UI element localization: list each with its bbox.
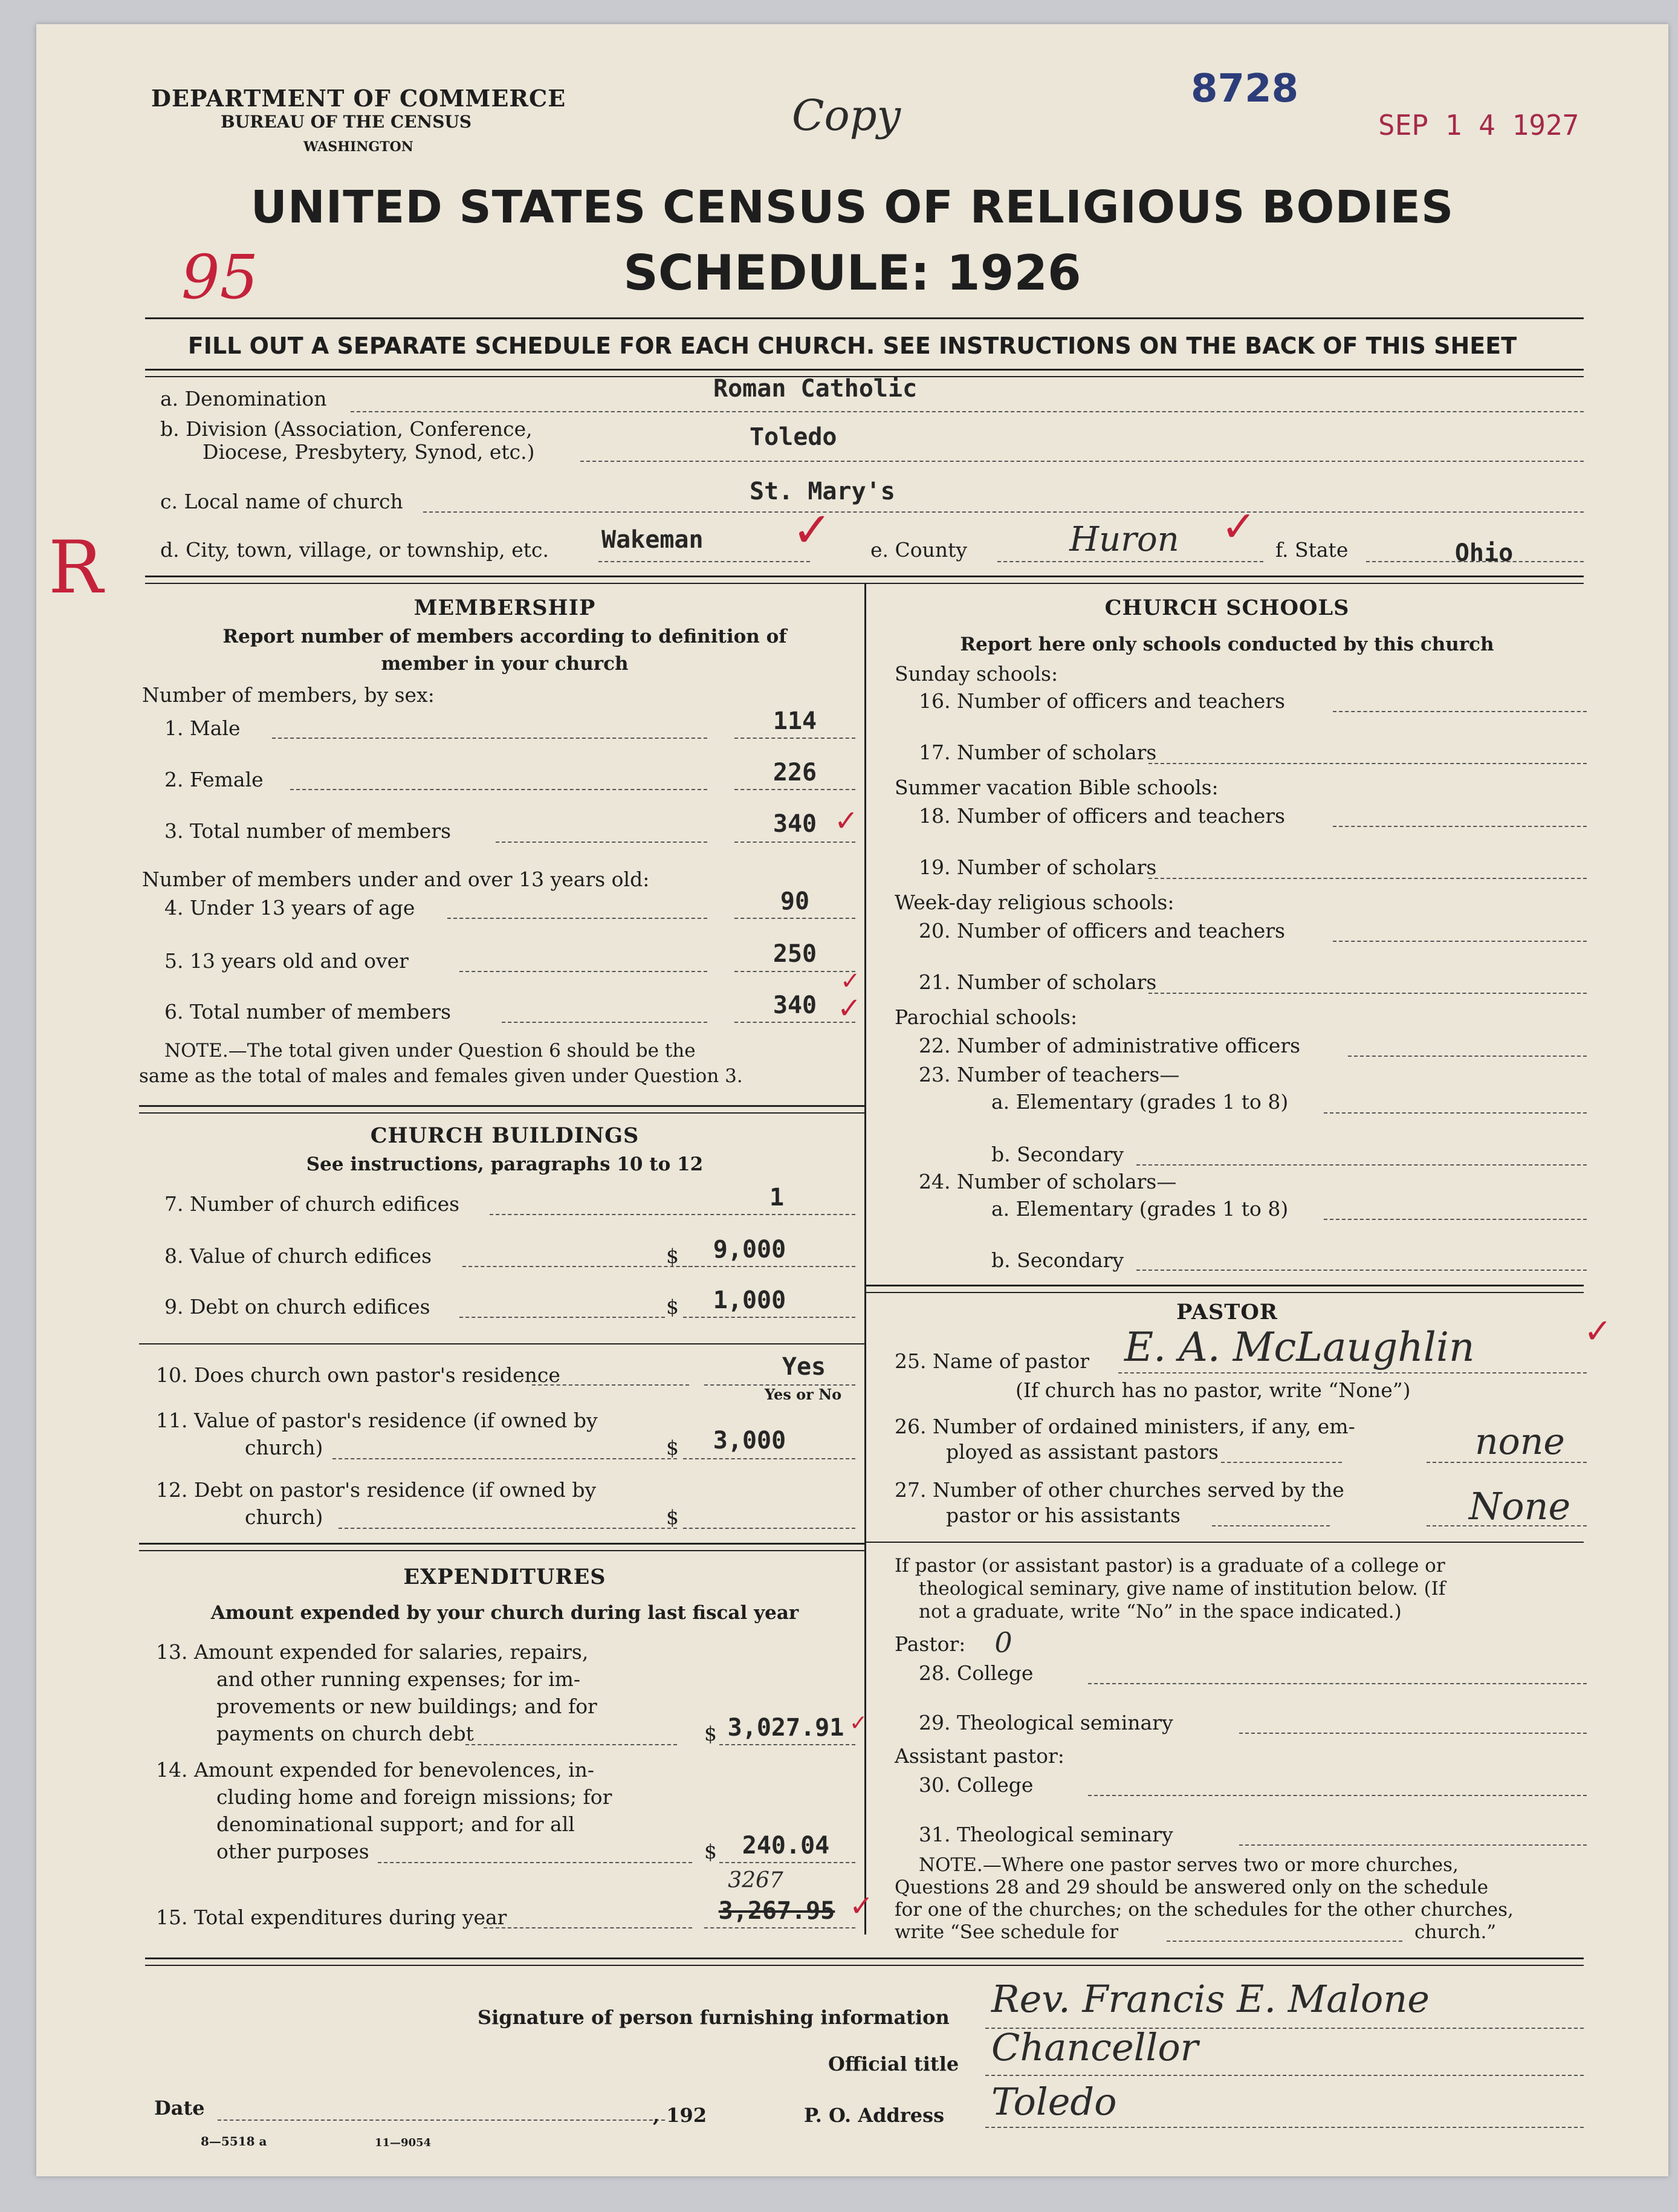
pastor-note-3: for one of the churches; on the schedules for the other churches, <box>895 1899 1514 1921</box>
edifices-count-label: 7. Number of church edifices <box>164 1192 460 1216</box>
q18-label: 18. Number of officers and teachers <box>919 804 1285 828</box>
copy-annotation: Copy <box>792 91 901 140</box>
q19-label: 19. Number of scholars <box>919 855 1157 879</box>
city-heading: WASHINGTON <box>303 139 413 155</box>
division-value: Toledo <box>750 423 837 451</box>
q14-amount: 240.04 <box>742 1832 830 1860</box>
male-count: 114 <box>773 707 817 735</box>
pastor-note-1: NOTE.—Where one pastor serves two or more churches, <box>919 1854 1459 1876</box>
signature-label: Signature of person furnishing information <box>478 2006 950 2029</box>
q24-label: 24. Number of scholars— <box>919 1170 1177 1193</box>
date-stamp: SEP 1 4 1927 <box>1378 109 1579 141</box>
female-count: 226 <box>773 759 817 787</box>
q15-correction: 3267 <box>728 1868 783 1893</box>
pastor-note-4a: write “See schedule for <box>895 1921 1119 1943</box>
summer-schools-label: Summer vacation Bible schools: <box>895 776 1219 799</box>
q23-label: 23. Number of teachers— <box>919 1063 1180 1086</box>
assistant-graduate-label: Assistant pastor: <box>895 1744 1064 1768</box>
sunday-schools-label: Sunday schools: <box>895 662 1058 686</box>
membership-note-1: NOTE.—The total given under Question 6 should be the <box>164 1040 696 1062</box>
q23b-label: b. Secondary <box>991 1143 1124 1166</box>
denomination-value: Roman Catholic <box>713 375 918 403</box>
state-value: Ohio <box>1454 539 1514 567</box>
pastor-name-label: 25. Name of pastor <box>895 1349 1090 1373</box>
fill-out-instruction: FILL OUT A SEPARATE SCHEDULE FOR EACH CHURCH. SEE INSTRUCTIONS ON THE BACK OF THIS SHEET <box>187 332 1517 359</box>
pastor-note-2: Questions 28 and 29 should be answered only on the schedule <box>895 1876 1489 1898</box>
serial-number: 8728 <box>1191 66 1299 111</box>
residence-value-label-2: church) <box>245 1436 323 1459</box>
q15-label: 15. Total expenditures during year <box>156 1905 507 1929</box>
under-13-count: 90 <box>780 887 810 915</box>
pastor-note-4b: church.” <box>1414 1921 1497 1943</box>
edifices-value: 9,000 <box>713 1236 786 1263</box>
residence-value-label-1: 11. Value of pastor's residence (if owned by <box>156 1409 598 1432</box>
q31-label: 31. Theological seminary <box>919 1823 1173 1846</box>
assistant-ministers-value: none <box>1475 1421 1565 1463</box>
city-label: d. City, town, village, or township, etc. <box>160 538 549 562</box>
female-label: 2. Female <box>164 768 264 791</box>
other-churches-label-2: pastor or his assistants <box>946 1503 1181 1527</box>
expenditures-heading: EXPENDITURES <box>403 1565 606 1589</box>
q22-label: 22. Number of administrative officers <box>919 1034 1301 1057</box>
state-label: f. State <box>1275 538 1349 562</box>
owns-residence-label: 10. Does church own pastor's residence <box>156 1363 560 1387</box>
membership-subheading-1: Report number of members according to definition of <box>222 626 787 647</box>
total-members-q3: 340 <box>773 810 817 838</box>
over-13-label: 5. 13 years old and over <box>164 949 409 973</box>
edifices-debt: 1,000 <box>713 1286 786 1314</box>
pastor-name-value: E. A. McLaughlin <box>1124 1324 1475 1370</box>
buildings-subheading: See instructions, paragraphs 10 to 12 <box>306 1153 704 1175</box>
schools-heading: CHURCH SCHOOLS <box>1104 595 1350 620</box>
total-members-q6: 340 <box>773 991 817 1019</box>
q21-label: 21. Number of scholars <box>919 970 1157 994</box>
residence-debt-label-2: church) <box>245 1505 323 1529</box>
q15-amount: 3,267.95 <box>718 1897 835 1925</box>
membership-note-2: same as the total of males and females given under Question 3. <box>139 1065 743 1087</box>
weekday-schools-label: Week-day religious schools: <box>895 890 1174 914</box>
assistant-ministers-label-1: 26. Number of ordained ministers, if any, em- <box>895 1415 1355 1438</box>
local-name-label: c. Local name of church <box>160 490 403 513</box>
census-schedule-sheet: DEPARTMENT OF COMMERCE BUREAU OF THE CENSUS WASHINGTON Copy 8728 SEP 1 4 1927 95 R UNITED STATES CENSUS OF RELIGIOUS BODIES SCHEDULE: 1926 FILL OUT A SEPARATE SCHEDULE FOR EACH CHURCH. SEE INSTRUCTIONS ON THE BACK OF THIS SHEET a. Denomination Roman Catholic b. Division (Association, Conference, Diocese, Presbytery, Synod, etc.) Toledo c. Local name of church St. Mary's d. City, town, village, or township, etc. Wakeman ✓ e. County Huron ✓ f. State Ohio MEMBERSHIP Report number of members according to definition of member in your church Number of members, by sex: 1. Male 114 2. Female 226 3. Total number of members 340 ✓ Number of members under and over 13 years old: 4. Under 13 years of age 90 5. 13 years old and over 250 6. Total number of members 340 ✓ ✓ NOTE.—The total given under Question 6 should be the same as the total of males and females given under Question 3. CHURCH BUILDINGS See instructions, paragraphs 10 to 12 7. Number of church edifices 1 8. Value of church edifices $ 9,000 9. Debt on church edifices $ 1,000 10. Does church own pastor's residence Yes Yes or No 11. Value of pastor's residence (if owned by church) $ 3,000 12. Debt on pastor's residence (if owned by church) $ EXPENDITURES Amount expended by your church during last fiscal year 13. Amount expended for salaries, repairs, and other running expenses; for im- provements or new buildings; and for payments on church debt $ 3,027.91 ✓ 14. Amount expended for benevolences, in- cluding home and foreign missions; for denominational support; and for all other purposes $ 240.04 3267 15. Total expenditures during year 3,267.95 ✓ CHURCH SCHOOLS Report here only schools conducted by this church Sunday schools: 16. Number of officers and teachers 17. Number of scholars Summer vacation Bible schools: 18. Number of officers and teachers 19. Number of scholars Week-day religious schools: 20. Number of officers and teachers 21. Number of scholars Parochial schools: 22. Number of administrative officers 23. Number of teachers— a. Elementary (grades 1 to 8) b. Secondary 24. Number of scholars— a. Elementary (grades 1 to 8) b. Secondary PASTOR ✓ 25. Name of pastor E. A. McLaughlin (If church has no pastor, write “None”) 26. Number of ordained ministers, if any, em- ployed as assistant pastors none 27. Number of other churches served by the pastor or his assistants None If pastor (or assistant pastor) is a graduate of a college or theological seminary, give name of institution below. (If not a graduate, write “No” in the space indicated.) Pastor: 0 28. College 29. Theological seminary Assistant pastor: 30. College 31. Theological seminary NOTE.—Where one pastor serves two or more churches, Questions 28 and 29 should be answered only on the schedule for one of the churches; on the schedules for the other churches, write “See schedule for church.” Signature of person furnishing information Rev. Francis E. Malone Official title Chancellor Date , 192 P. O. Address Toledo 8—5518 a 11—9054 <box>36 24 1668 2176</box>
county-label: e. County <box>870 538 968 562</box>
over-13-count: 250 <box>773 940 817 968</box>
division-label-line1: b. Division (Association, Conference, <box>160 417 533 441</box>
owns-residence-value: Yes <box>782 1353 826 1381</box>
print-number: 11—9054 <box>375 2136 432 2149</box>
other-churches-label-1: 27. Number of other churches served by the <box>895 1478 1344 1502</box>
margin-number: 95 <box>181 242 259 313</box>
schedule-title: SCHEDULE: 1926 <box>623 245 1081 301</box>
official-title-label: Official title <box>828 2052 959 2075</box>
department-heading: DEPARTMENT OF COMMERCE <box>151 85 566 112</box>
po-address-label: P. O. Address <box>804 2104 945 2127</box>
q17-label: 17. Number of scholars <box>919 741 1157 764</box>
date-label: Date <box>154 2097 205 2120</box>
q16-label: 16. Number of officers and teachers <box>919 689 1285 713</box>
by-age-label: Number of members under and over 13 years old: <box>142 868 650 891</box>
q30-label: 30. College <box>919 1773 1034 1797</box>
q13-label-4: payments on church debt <box>216 1722 474 1745</box>
assistant-ministers-label-2: ployed as assistant pastors <box>946 1440 1219 1464</box>
under-13-label: 4. Under 13 years of age <box>164 896 415 920</box>
q29-label: 29. Theological seminary <box>919 1711 1173 1734</box>
q28-label: 28. College <box>919 1661 1034 1685</box>
q13-label-3: provements or new buildings; and for <box>216 1695 597 1718</box>
local-name-value: St. Mary's <box>750 478 895 505</box>
city-value: Wakeman <box>601 526 704 554</box>
signature-value: Rev. Francis E. Malone <box>991 1977 1430 2021</box>
parochial-schools-label: Parochial schools: <box>895 1005 1078 1029</box>
pastor-graduate-label: Pastor: <box>895 1632 966 1656</box>
graduate-instruction-3: not a graduate, write “No” in the space indicated.) <box>919 1601 1402 1623</box>
pastor-graduate-value: 0 <box>994 1626 1012 1659</box>
official-title-value: Chancellor <box>991 2025 1199 2069</box>
q20-label: 20. Number of officers and teachers <box>919 919 1285 942</box>
q24b-label: b. Secondary <box>991 1248 1124 1272</box>
date-year: , 192 <box>653 2104 707 2127</box>
membership-subheading-2: member in your church <box>381 653 629 675</box>
edifices-value-label: 8. Value of church edifices <box>164 1244 432 1268</box>
expenditures-subheading: Amount expended by your church during last fiscal year <box>210 1602 799 1624</box>
bureau-heading: BUREAU OF THE CENSUS <box>221 112 472 132</box>
residence-value: 3,000 <box>713 1427 786 1455</box>
graduate-instruction-2: theological seminary, give name of institution below. (If <box>919 1578 1446 1600</box>
pastor-name-hint: (If church has no pastor, write “None”) <box>1016 1378 1411 1402</box>
form-number: 8—5518 a <box>201 2134 267 2149</box>
q14-label-1: 14. Amount expended for benevolences, in- <box>156 1758 595 1782</box>
membership-heading: MEMBERSHIP <box>413 595 596 620</box>
q13-label-1: 13. Amount expended for salaries, repairs, <box>156 1640 589 1664</box>
denomination-label: a. Denomination <box>160 387 327 410</box>
graduate-instruction-1: If pastor (or assistant pastor) is a graduate of a college or <box>895 1555 1445 1577</box>
division-label-line2: Diocese, Presbytery, Synod, etc.) <box>202 440 535 464</box>
buildings-heading: CHURCH BUILDINGS <box>370 1123 640 1148</box>
residence-debt-label-1: 12. Debt on pastor's residence (if owned by <box>156 1478 597 1502</box>
margin-letter: R <box>48 526 103 610</box>
other-churches-value: None <box>1469 1484 1571 1528</box>
schools-subheading: Report here only schools conducted by this church <box>960 634 1494 655</box>
total-members-label-q6: 6. Total number of members <box>164 1000 452 1023</box>
by-sex-label: Number of members, by sex: <box>142 683 435 707</box>
form-title: UNITED STATES CENSUS OF RELIGIOUS BODIES <box>250 181 1454 233</box>
q13-amount: 3,027.91 <box>727 1714 844 1742</box>
pastor-heading: PASTOR <box>1176 1300 1278 1325</box>
q23a-label: a. Elementary (grades 1 to 8) <box>991 1090 1289 1114</box>
q13-label-2: and other running expenses; for im- <box>216 1667 581 1691</box>
total-members-label-q3: 3. Total number of members <box>164 819 452 843</box>
q14-label-3: denominational support; and for all <box>216 1812 575 1836</box>
yes-no-hint: Yes or No <box>765 1386 842 1403</box>
q14-label-4: other purposes <box>216 1840 369 1863</box>
edifices-debt-label: 9. Debt on church edifices <box>164 1295 430 1318</box>
q14-label-2: cluding home and foreign missions; for <box>216 1785 612 1809</box>
po-address-value: Toledo <box>991 2080 1117 2124</box>
county-value: Huron <box>1069 520 1179 559</box>
male-label: 1. Male <box>164 716 241 740</box>
q24a-label: a. Elementary (grades 1 to 8) <box>991 1197 1289 1221</box>
edifices-count: 1 <box>769 1184 785 1211</box>
